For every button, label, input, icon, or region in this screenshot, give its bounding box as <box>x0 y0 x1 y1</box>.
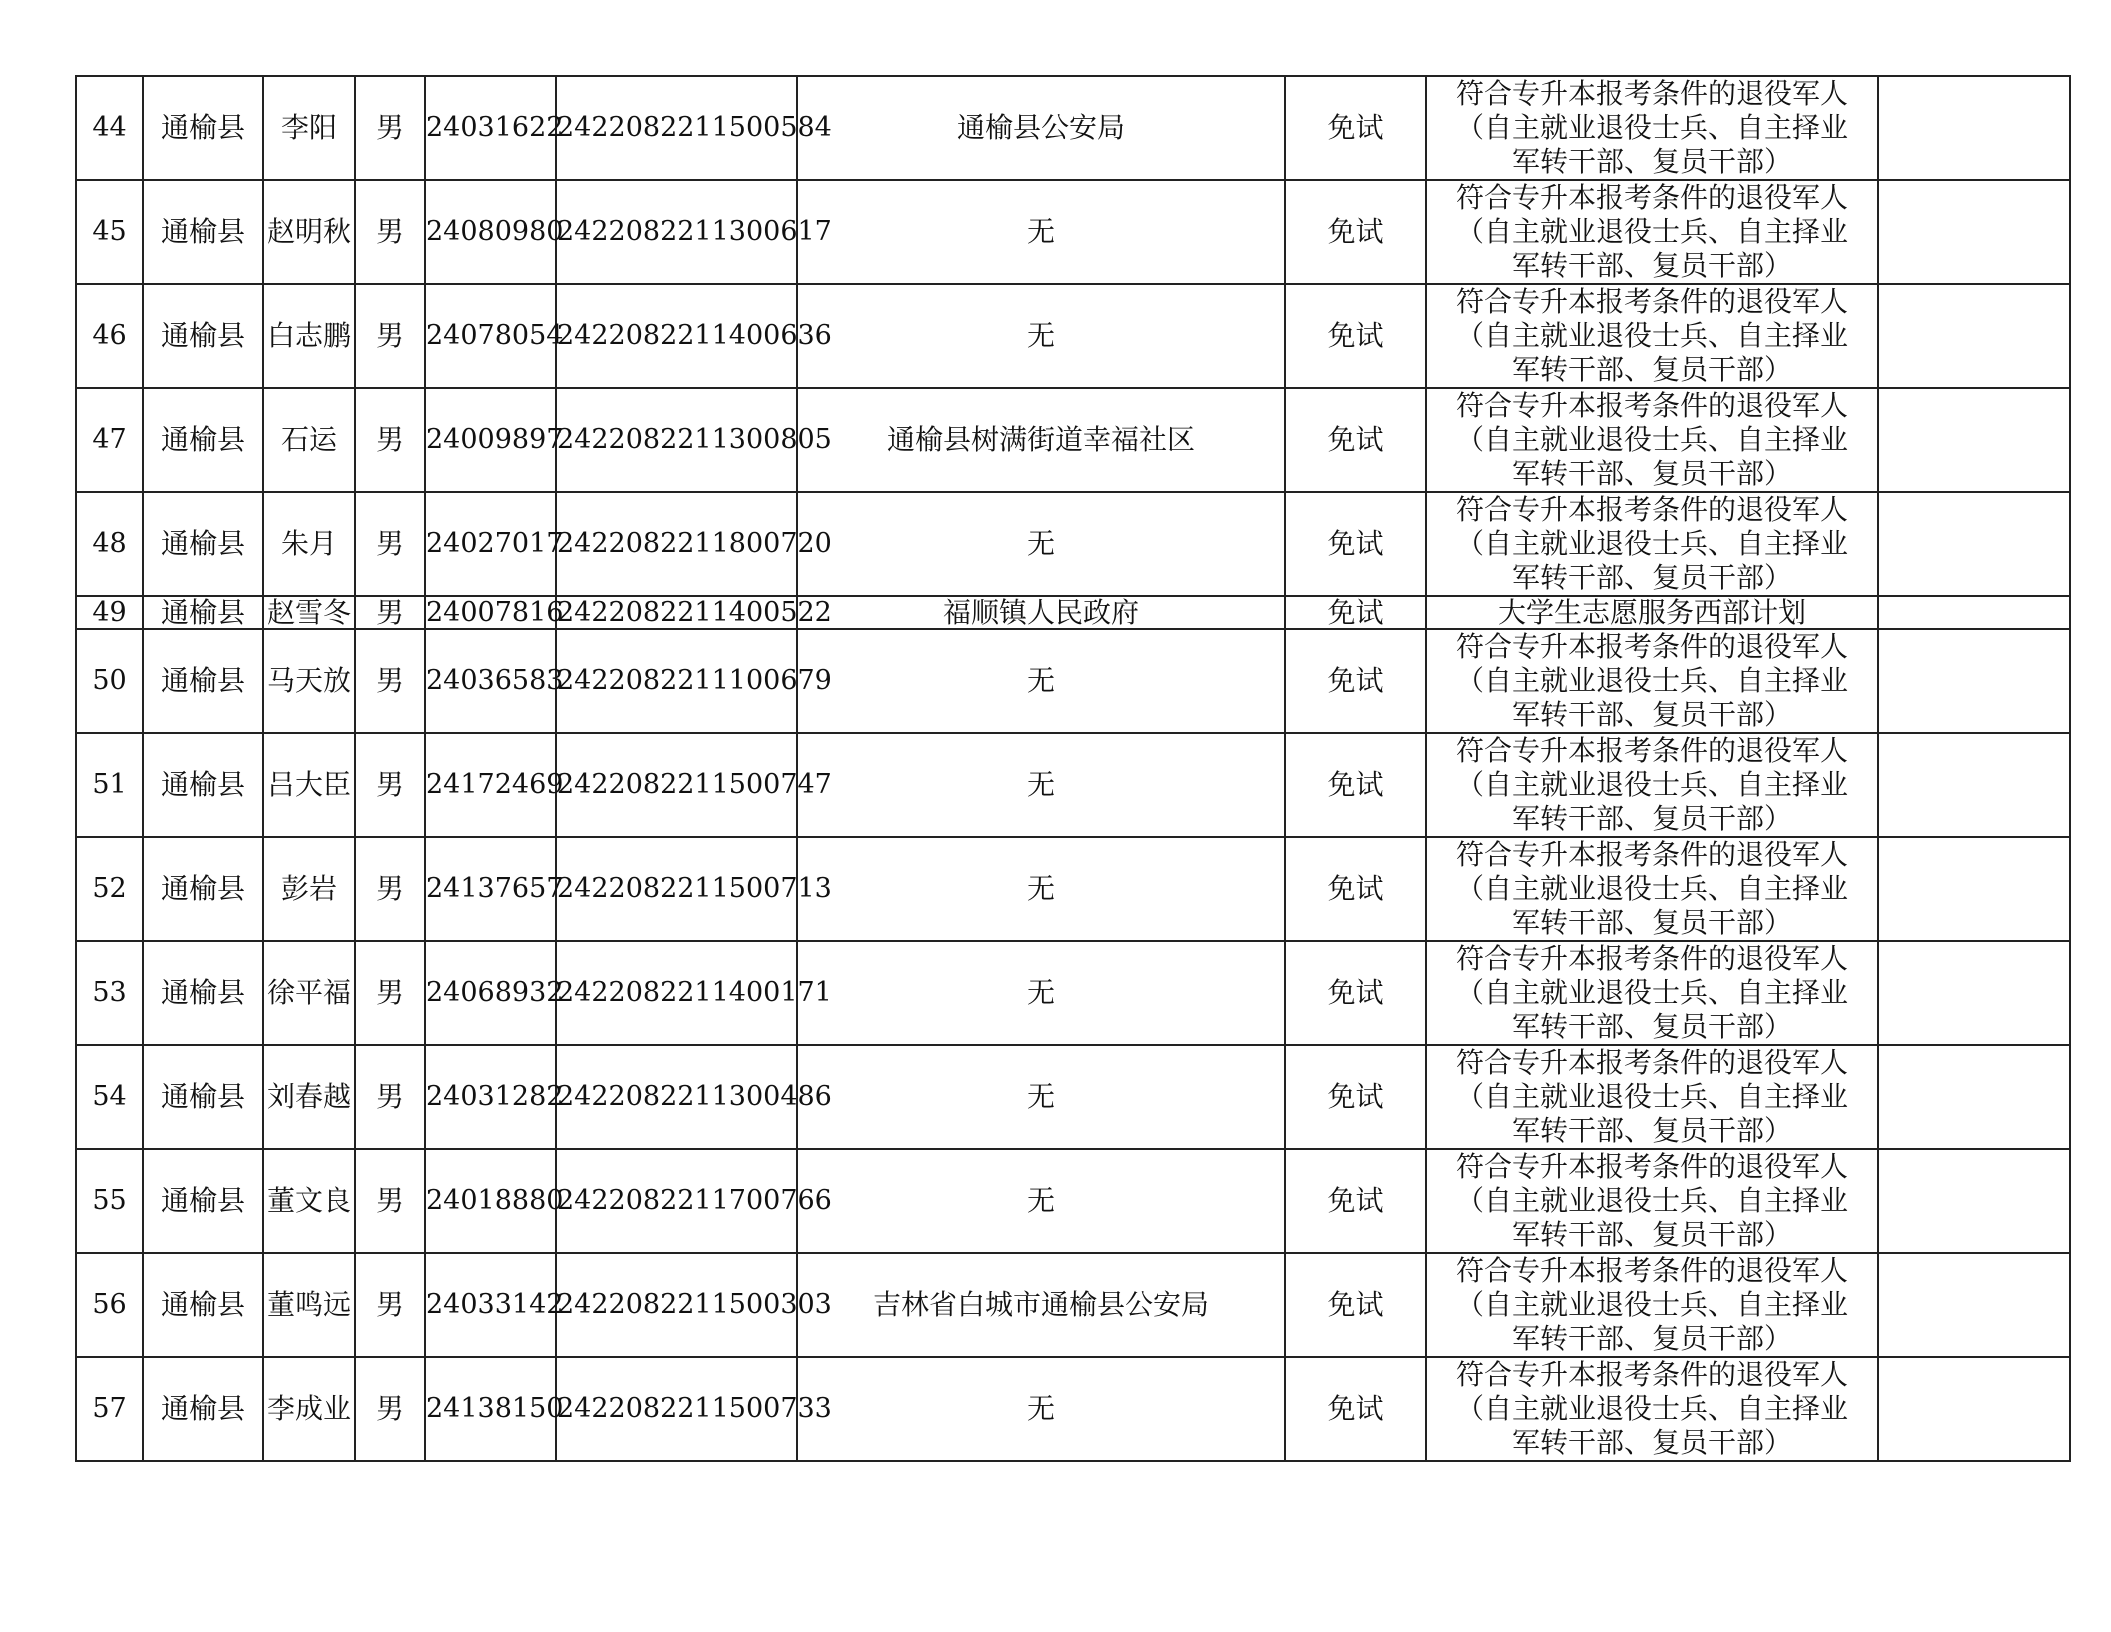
remark-line: （自主就业退役士兵、自主择业 <box>1455 1288 1848 1321</box>
note-cell <box>1878 284 2070 388</box>
gender-cell: 男 <box>355 733 425 837</box>
exam-number-cell: 24036583 <box>425 629 556 733</box>
remark-line: 军转干部、复员干部） <box>1511 1426 1792 1459</box>
registration-number-cell: 2422082211800720 <box>556 492 797 596</box>
row-number-cell: 49 <box>76 596 143 629</box>
work-unit-cell: 无 <box>797 629 1285 733</box>
admission-method-cell: 免试 <box>1285 596 1426 629</box>
note-cell <box>1878 492 2070 596</box>
note-cell <box>1878 1045 2070 1149</box>
registration-number-cell: 2422082211500584 <box>556 76 797 180</box>
eligibility-remark-cell <box>1426 1357 1878 1461</box>
row-number-cell: 55 <box>76 1149 143 1253</box>
registration-number-cell: 2422082211400522 <box>557 596 832 628</box>
registration-number-cell: 2422082211500733 <box>556 1357 797 1461</box>
admission-method-cell: 免试 <box>1285 180 1426 284</box>
row-number-cell: 51 <box>76 733 143 837</box>
eligibility-remark-cell <box>1426 284 1878 388</box>
admission-method-cell: 免试 <box>1285 1149 1426 1253</box>
remark-line: 军转干部、复员干部） <box>1511 698 1792 731</box>
county-cell: 通榆县 <box>143 941 263 1045</box>
table-row <box>76 1045 2070 1149</box>
name-cell: 赵明秋 <box>263 180 355 284</box>
remark-line: 符合专升本报考条件的退役军人 <box>1455 838 1848 871</box>
work-unit-cell: 通榆县公安局 <box>797 76 1285 180</box>
admission-method-cell: 免试 <box>1285 1253 1426 1357</box>
name-cell: 董鸣远 <box>263 1253 355 1357</box>
gender-cell: 男 <box>355 837 425 941</box>
remark-line: 符合专升本报考条件的退役军人 <box>1455 389 1848 422</box>
note-cell <box>1878 629 2070 733</box>
gender-cell: 男 <box>355 1253 425 1357</box>
table-row <box>76 388 2070 492</box>
remark-line: 符合专升本报考条件的退役军人 <box>1455 1046 1848 1079</box>
remark-line: 军转干部、复员干部） <box>1511 1010 1792 1043</box>
eligibility-remark-cell <box>1426 1149 1878 1253</box>
note-cell <box>1878 180 2070 284</box>
remark-line: 军转干部、复员干部） <box>1511 1114 1792 1147</box>
remark-line: （自主就业退役士兵、自主择业 <box>1455 215 1848 248</box>
note-cell <box>1878 941 2070 1045</box>
name-cell: 刘春越 <box>263 1045 355 1149</box>
name-cell: 李阳 <box>263 76 355 180</box>
remark-line: （自主就业退役士兵、自主择业 <box>1455 768 1848 801</box>
eligibility-remark-cell <box>1426 180 1878 284</box>
exam-number-cell: 24007816 <box>426 596 564 628</box>
admission-method-cell: 免试 <box>1285 837 1426 941</box>
work-unit-cell: 吉林省白城市通榆县公安局 <box>797 1253 1285 1357</box>
row-number-cell: 44 <box>76 76 143 180</box>
remark-line: 军转干部、复员干部） <box>1511 249 1792 282</box>
admission-method-cell: 免试 <box>1285 388 1426 492</box>
exam-number-cell: 24033142 <box>425 1253 556 1357</box>
exam-number-cell: 24138150 <box>425 1357 556 1461</box>
gender-cell: 男 <box>355 596 425 629</box>
registration-number-cell: 2422082211500303 <box>556 1253 797 1357</box>
county-cell: 通榆县 <box>143 1149 263 1253</box>
exam-number-cell: 24031282 <box>425 1045 556 1149</box>
remark-line: 符合专升本报考条件的退役军人 <box>1455 630 1848 663</box>
remark-line: （自主就业退役士兵、自主择业 <box>1455 1080 1848 1113</box>
name-cell: 马天放 <box>263 629 355 733</box>
gender-cell: 男 <box>355 1045 425 1149</box>
name-cell: 彭岩 <box>263 837 355 941</box>
county-cell: 通榆县 <box>143 629 263 733</box>
gender-cell: 男 <box>355 1149 425 1253</box>
name-cell: 李成业 <box>263 1357 355 1461</box>
gender-cell: 男 <box>355 941 425 1045</box>
eligibility-remark-cell <box>1426 1253 1878 1357</box>
work-unit-cell: 无 <box>797 733 1285 837</box>
remark-line: （自主就业退役士兵、自主择业 <box>1455 1392 1848 1425</box>
note-cell <box>1878 1253 2070 1357</box>
name-cell: 朱月 <box>263 492 355 596</box>
row-number-cell: 48 <box>76 492 143 596</box>
remark-line: （自主就业退役士兵、自主择业 <box>1455 664 1848 697</box>
exam-number-cell: 24068932 <box>425 941 556 1045</box>
work-unit-cell: 无 <box>797 1045 1285 1149</box>
gender-cell: 男 <box>355 1357 425 1461</box>
remark-line: 军转干部、复员干部） <box>1511 802 1792 835</box>
remark-line: 符合专升本报考条件的退役军人 <box>1455 285 1848 318</box>
remark-line: （自主就业退役士兵、自主择业 <box>1455 319 1848 352</box>
county-cell: 通榆县 <box>143 1253 263 1357</box>
registration-number-cell: 2422082211700766 <box>556 1149 797 1253</box>
work-unit-cell: 无 <box>797 941 1285 1045</box>
admission-method-cell: 免试 <box>1285 492 1426 596</box>
gender-cell: 男 <box>355 492 425 596</box>
remark-line: （自主就业退役士兵、自主择业 <box>1455 872 1848 905</box>
remark-line: 军转干部、复员干部） <box>1511 561 1792 594</box>
work-unit-cell: 无 <box>797 284 1285 388</box>
county-cell: 通榆县 <box>143 1045 263 1149</box>
remark-line: （自主就业退役士兵、自主择业 <box>1455 1184 1848 1217</box>
work-unit-cell: 通榆县树满街道幸福社区 <box>797 388 1285 492</box>
table-row <box>76 492 2070 596</box>
table-row <box>76 180 2070 284</box>
registration-number-cell: 2422082211300805 <box>556 388 797 492</box>
remark-line: （自主就业退役士兵、自主择业 <box>1455 111 1848 144</box>
table-row <box>76 733 2070 837</box>
admission-method-cell: 免试 <box>1285 1357 1426 1461</box>
table-row <box>76 1149 2070 1253</box>
work-unit-cell: 无 <box>797 1357 1285 1461</box>
county-cell: 通榆县 <box>143 284 263 388</box>
admission-method-cell: 免试 <box>1285 941 1426 1045</box>
remark-line: 符合专升本报考条件的退役军人 <box>1455 181 1848 214</box>
gender-cell: 男 <box>355 284 425 388</box>
note-cell <box>1878 1357 2070 1461</box>
work-unit-cell: 无 <box>797 837 1285 941</box>
remark-line: 大学生志愿服务西部计划 <box>1497 595 1806 629</box>
gender-cell: 男 <box>355 180 425 284</box>
registration-number-cell: 2422082211500713 <box>556 837 797 941</box>
remark-line: 符合专升本报考条件的退役军人 <box>1455 493 1848 526</box>
remark-line: （自主就业退役士兵、自主择业 <box>1455 527 1848 560</box>
table-row <box>76 1357 2070 1461</box>
remark-line: 军转干部、复员干部） <box>1511 1218 1792 1251</box>
exam-number-cell: 24009897 <box>425 388 556 492</box>
table-row <box>76 596 2070 629</box>
gender-cell: 男 <box>355 76 425 180</box>
admission-list-table <box>75 75 2071 1462</box>
gender-cell: 男 <box>355 629 425 733</box>
exam-number-cell: 24080980 <box>425 180 556 284</box>
remark-line: 军转干部、复员干部） <box>1511 1322 1792 1355</box>
remark-line: 符合专升本报考条件的退役军人 <box>1455 1150 1848 1183</box>
table-row <box>76 284 2070 388</box>
name-cell: 白志鹏 <box>263 284 355 388</box>
eligibility-remark-cell <box>1426 733 1878 837</box>
county-cell: 通榆县 <box>143 76 263 180</box>
county-cell: 通榆县 <box>143 1357 263 1461</box>
remark-line: （自主就业退役士兵、自主择业 <box>1455 423 1848 456</box>
name-cell: 赵雪冬 <box>263 596 355 629</box>
table-row <box>76 629 2070 733</box>
county-cell: 通榆县 <box>143 596 263 629</box>
registration-number-cell: 2422082211100679 <box>556 629 797 733</box>
gender-cell: 男 <box>355 388 425 492</box>
eligibility-remark-cell <box>1426 837 1878 941</box>
admission-method-cell: 免试 <box>1285 76 1426 180</box>
row-number-cell: 56 <box>76 1253 143 1357</box>
admission-method-cell: 免试 <box>1285 1045 1426 1149</box>
remark-line: 符合专升本报考条件的退役军人 <box>1455 77 1848 110</box>
note-cell <box>1878 1149 2070 1253</box>
row-number-cell: 53 <box>76 941 143 1045</box>
remark-line: 军转干部、复员干部） <box>1511 906 1792 939</box>
remark-line: 符合专升本报考条件的退役军人 <box>1455 734 1848 767</box>
name-cell: 石运 <box>263 388 355 492</box>
county-cell: 通榆县 <box>143 733 263 837</box>
remark-line: 符合专升本报考条件的退役军人 <box>1455 1254 1848 1287</box>
remark-line: 符合专升本报考条件的退役军人 <box>1455 1358 1848 1391</box>
registration-number-cell: 2422082211400171 <box>556 941 797 1045</box>
name-cell: 徐平福 <box>263 941 355 1045</box>
exam-number-cell: 24137657 <box>425 837 556 941</box>
eligibility-remark-cell <box>1426 1045 1878 1149</box>
table-row <box>76 941 2070 1045</box>
remark-line: 军转干部、复员干部） <box>1511 145 1792 178</box>
work-unit-cell: 无 <box>797 492 1285 596</box>
registration-number-cell: 2422082211500747 <box>556 733 797 837</box>
note-cell <box>1878 837 2070 941</box>
county-cell: 通榆县 <box>143 492 263 596</box>
eligibility-remark-cell <box>1426 388 1878 492</box>
note-cell <box>1878 733 2070 837</box>
remark-line: 符合专升本报考条件的退役军人 <box>1455 942 1848 975</box>
remark-line: 军转干部、复员干部） <box>1511 457 1792 490</box>
exam-number-cell: 24078054 <box>425 284 556 388</box>
row-number-cell: 54 <box>76 1045 143 1149</box>
note-cell <box>1878 76 2070 180</box>
exam-number-cell: 24018880 <box>425 1149 556 1253</box>
name-cell: 董文良 <box>263 1149 355 1253</box>
exam-number-cell: 24172469 <box>425 733 556 837</box>
table-row <box>76 1253 2070 1357</box>
table-row <box>76 76 2070 180</box>
registration-number-cell: 2422082211300486 <box>556 1045 797 1149</box>
work-unit-cell: 无 <box>797 1149 1285 1253</box>
table-body <box>76 76 2070 1461</box>
work-unit-cell: 无 <box>797 180 1285 284</box>
row-number-cell: 50 <box>76 629 143 733</box>
work-unit-cell: 福顺镇人民政府 <box>797 596 1285 629</box>
row-number-cell: 45 <box>76 180 143 284</box>
county-cell: 通榆县 <box>143 837 263 941</box>
row-number-cell: 52 <box>76 837 143 941</box>
eligibility-remark-cell <box>1426 596 1878 629</box>
admission-method-cell: 免试 <box>1285 629 1426 733</box>
exam-number-cell: 24027017 <box>425 492 556 596</box>
registration-number-cell: 2422082211300617 <box>556 180 797 284</box>
row-number-cell: 46 <box>76 284 143 388</box>
county-cell: 通榆县 <box>143 388 263 492</box>
eligibility-remark-cell <box>1426 629 1878 733</box>
row-number-cell: 57 <box>76 1357 143 1461</box>
admission-method-cell: 免试 <box>1285 284 1426 388</box>
table-row <box>76 837 2070 941</box>
remark-line: 军转干部、复员干部） <box>1511 353 1792 386</box>
eligibility-remark-cell <box>1426 492 1878 596</box>
admission-method-cell: 免试 <box>1285 733 1426 837</box>
registration-number-cell: 2422082211400636 <box>556 284 797 388</box>
eligibility-remark-cell <box>1426 76 1878 180</box>
note-cell <box>1878 596 2070 629</box>
note-cell <box>1878 388 2070 492</box>
exam-number-cell: 24031622 <box>425 76 556 180</box>
remark-line: （自主就业退役士兵、自主择业 <box>1455 976 1848 1009</box>
eligibility-remark-cell <box>1426 941 1878 1045</box>
row-number-cell: 47 <box>76 388 143 492</box>
name-cell: 吕大臣 <box>263 733 355 837</box>
county-cell: 通榆县 <box>143 180 263 284</box>
